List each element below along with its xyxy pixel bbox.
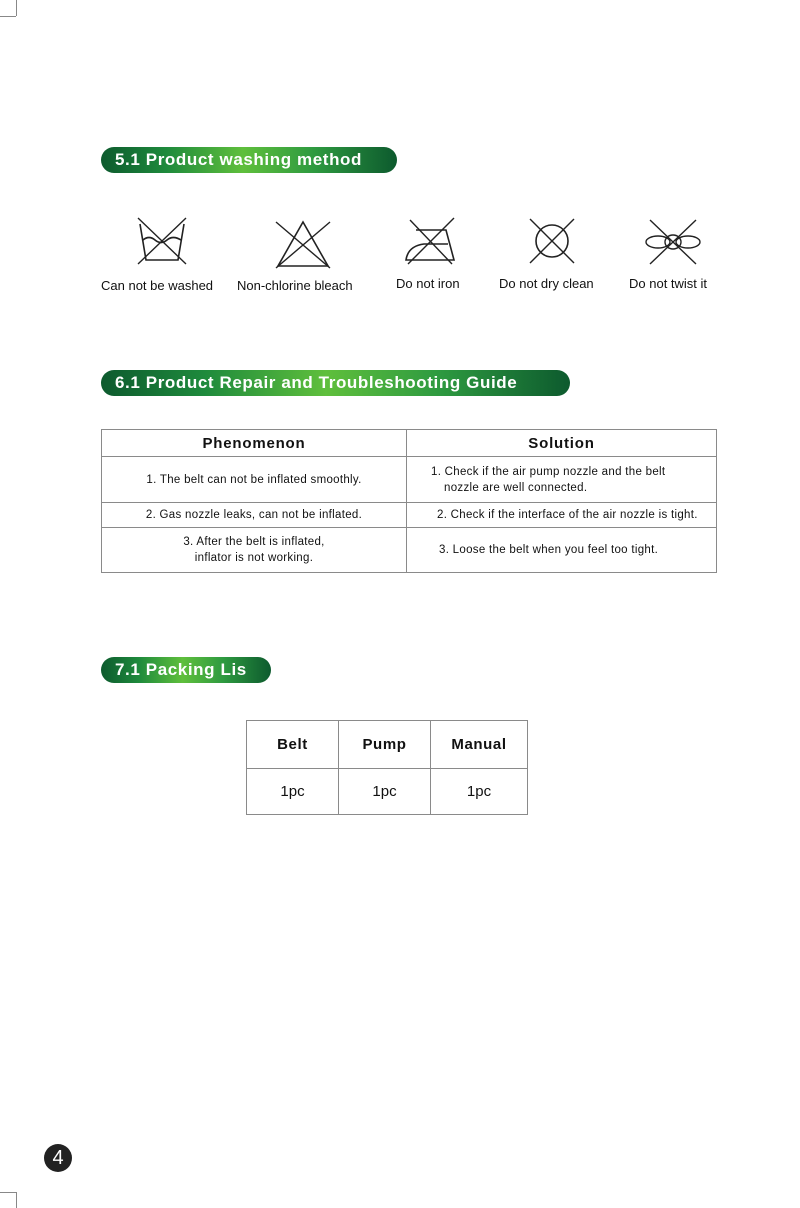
care-label-bleach: Non-chlorine bleach <box>237 278 353 293</box>
phenomenon-header: Phenomenon <box>102 430 407 457</box>
table-row <box>102 528 717 573</box>
solution-line: 1. Check if the air pump nozzle and the belt <box>431 465 666 478</box>
solution-cell <box>407 503 717 528</box>
solution-cell <box>407 457 717 503</box>
packing-header-belt: Belt <box>247 721 339 769</box>
phenomenon-cell <box>102 457 407 503</box>
phenomenon-cell <box>102 503 407 528</box>
phenomenon-line: inflator is not working. <box>194 552 314 564</box>
section-header-packing: 7.1 Packing Lis <box>101 657 271 683</box>
solution-line: 3. Loose the belt when you feel too tight. <box>439 544 659 556</box>
solution-line: 2. Check if the interface of the air nozzle is tight. <box>437 509 698 521</box>
packing-list-table <box>246 720 528 815</box>
packing-value-manual: 1pc <box>431 769 528 815</box>
section-header-washing: 5.1 Product washing method <box>101 147 397 173</box>
packing-value-belt: 1pc <box>247 769 339 815</box>
packing-value-row <box>247 769 528 815</box>
phenomenon-line: 3. After the belt is inflated, <box>183 536 325 548</box>
section-header-repair: 6.1 Product Repair and Troubleshooting Guide <box>101 370 570 396</box>
phenomenon-line: 2. Gas nozzle leaks, can not be inflated. <box>145 509 363 521</box>
crop-mark-bottom <box>16 1192 17 1208</box>
care-label-dry-clean: Do not dry clean <box>499 276 594 291</box>
solution-header: Solution <box>407 430 717 457</box>
care-label-iron: Do not iron <box>396 276 460 291</box>
bleach-triangle-crossed-icon <box>270 216 336 270</box>
crop-mark-bottom-h <box>0 1192 16 1193</box>
table-row <box>102 503 717 528</box>
phenomenon-line: 1. The belt can not be inflated smoothly. <box>146 473 362 486</box>
wash-tub-crossed-icon <box>134 214 190 266</box>
packing-header-manual: Manual <box>431 721 528 769</box>
dry-clean-circle-crossed-icon <box>526 216 578 266</box>
crop-mark-top <box>16 0 17 16</box>
page-number: 4 <box>44 1144 72 1172</box>
troubleshooting-table <box>101 429 717 573</box>
twist-crossed-icon <box>642 218 704 266</box>
solution-cell <box>407 528 717 573</box>
table-row <box>102 457 717 503</box>
care-label-wash: Can not be washed <box>101 278 214 293</box>
care-label-twist: Do not twist it <box>629 276 708 291</box>
phenomenon-cell <box>102 528 407 573</box>
packing-header-pump: Pump <box>339 721 431 769</box>
packing-value-pump: 1pc <box>339 769 431 815</box>
iron-crossed-icon <box>402 216 460 266</box>
solution-line: nozzle are well connected. <box>444 481 588 494</box>
crop-mark-top-h <box>0 16 16 17</box>
table-header-row <box>102 430 717 457</box>
packing-header-row <box>247 721 528 769</box>
